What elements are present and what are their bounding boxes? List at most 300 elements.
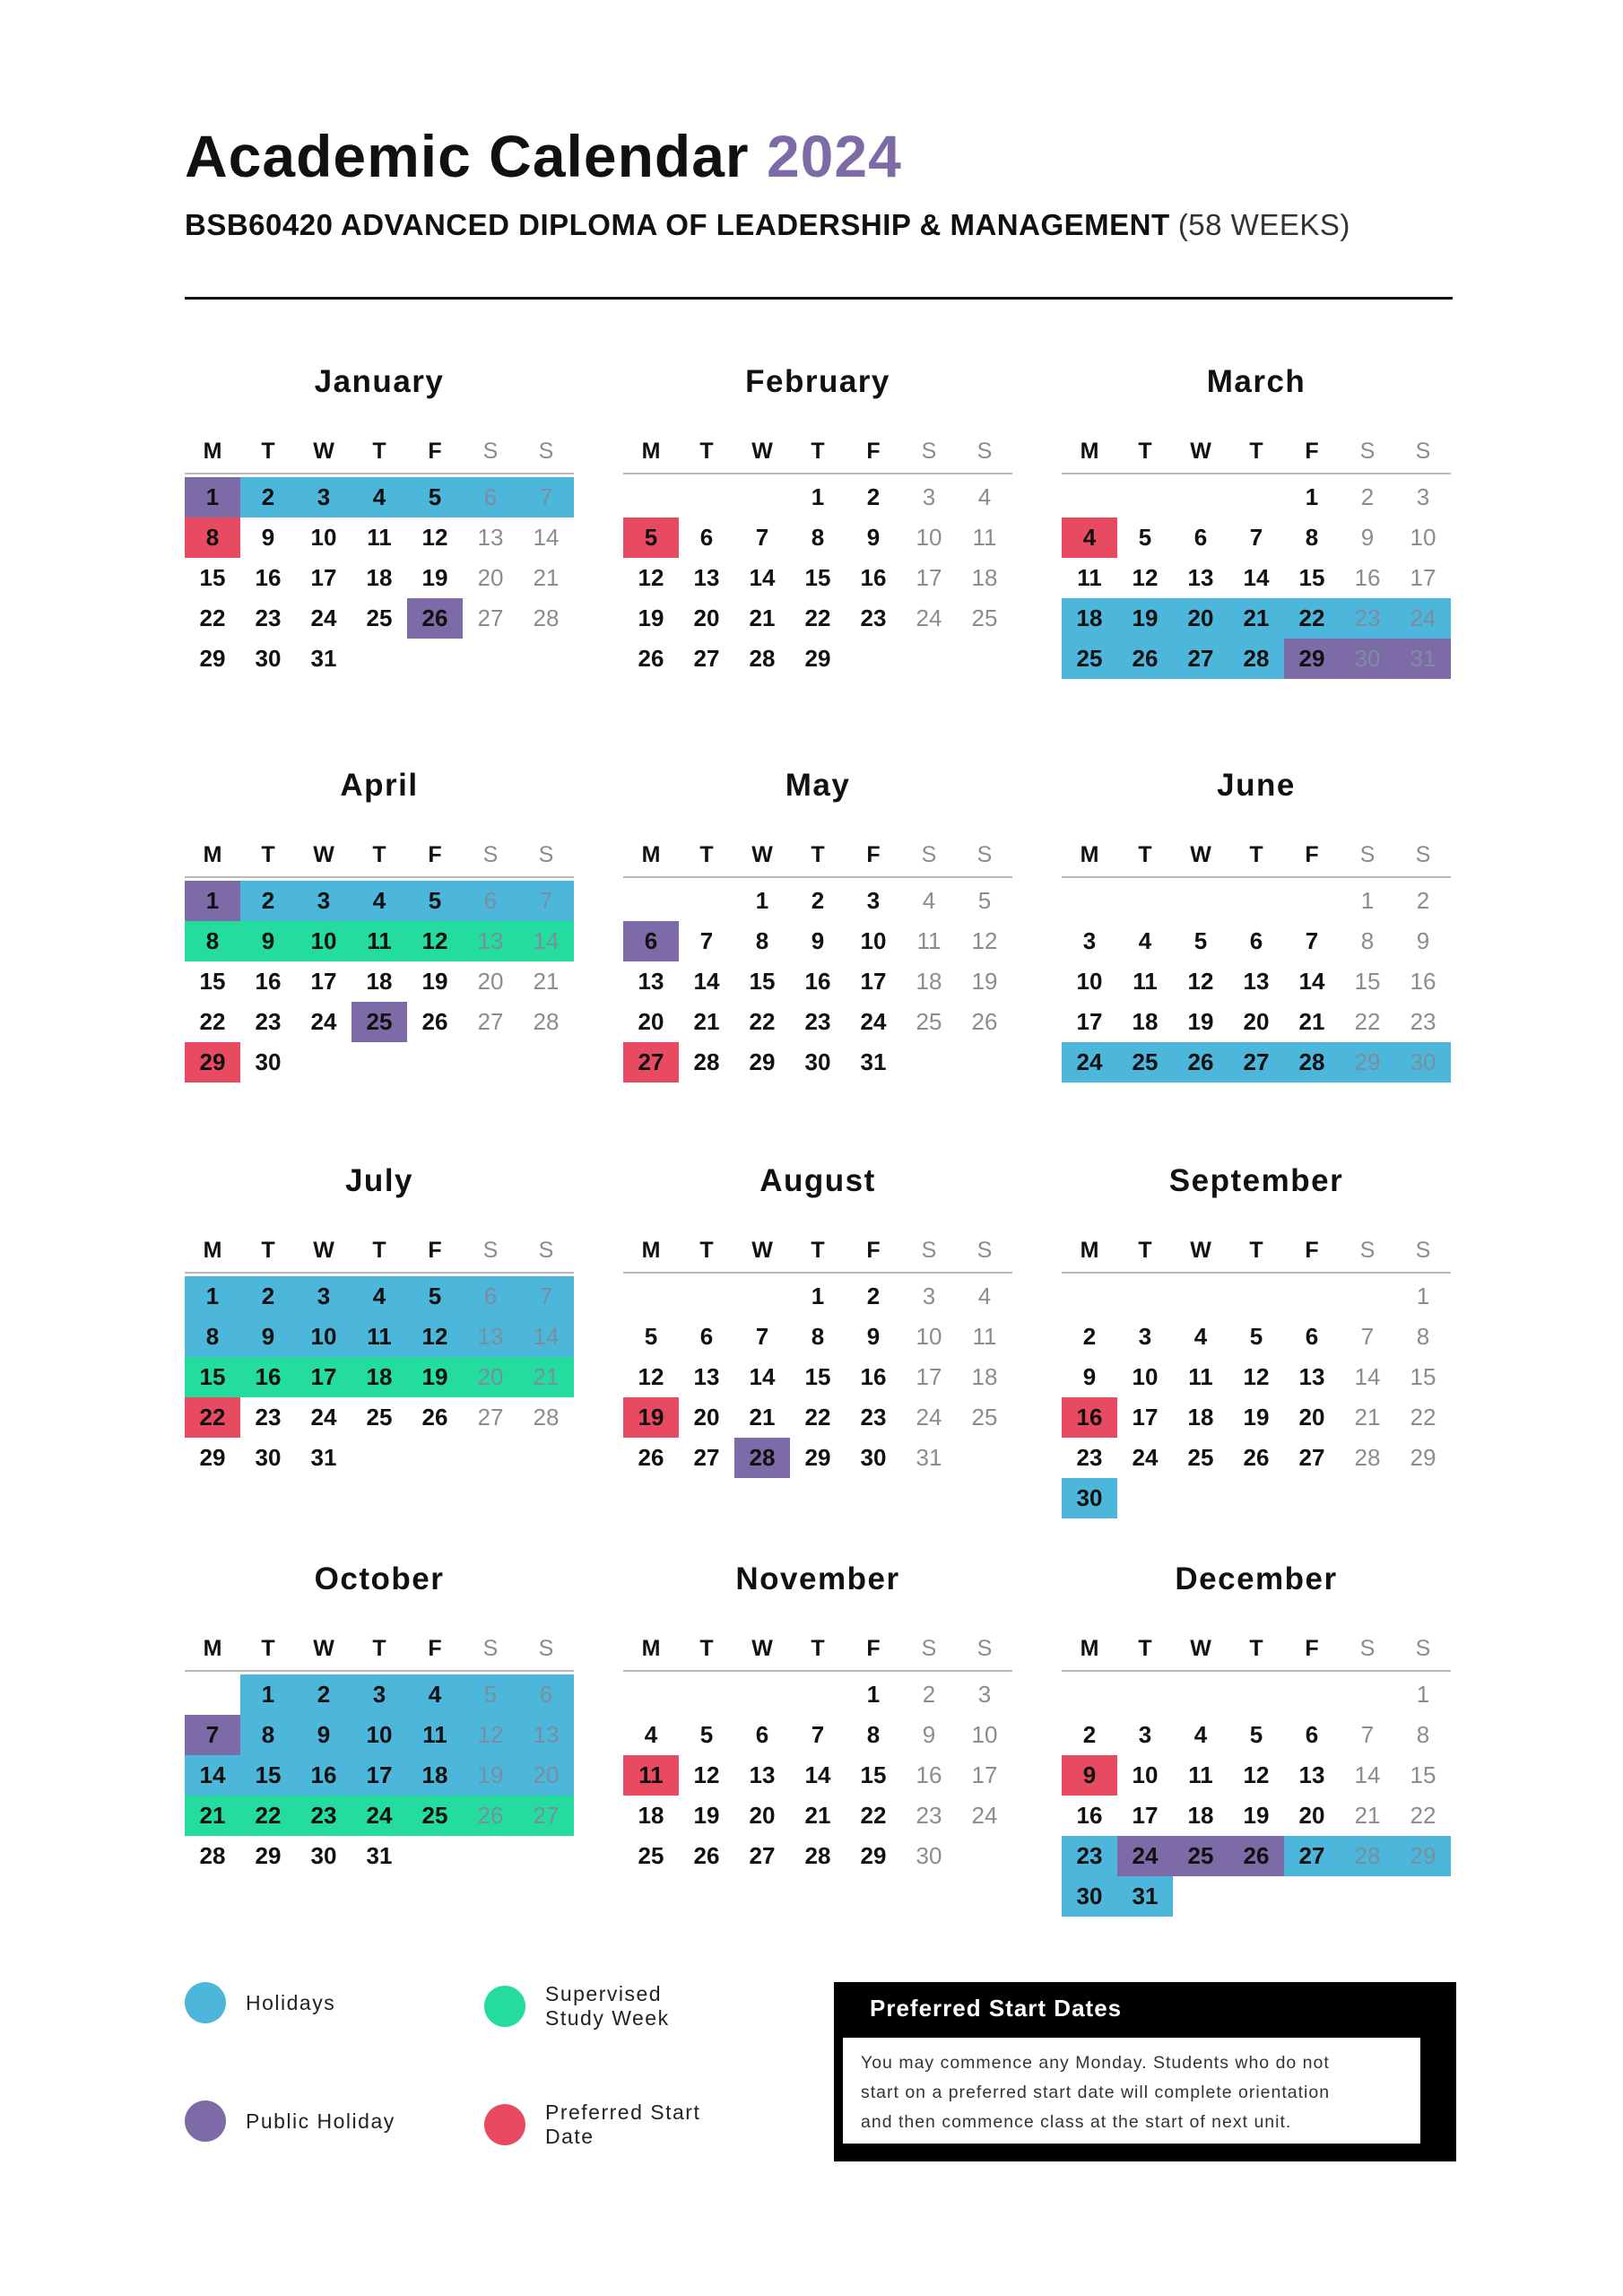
day-cell: 26: [638, 645, 664, 672]
day-cell: 30: [255, 1444, 282, 1471]
week-row: [623, 1674, 1012, 1715]
day-cell: 19: [693, 1802, 720, 1829]
month-days: [623, 1672, 1012, 1876]
month-days: [185, 1672, 574, 1876]
day-cell: 8: [866, 1721, 881, 1748]
weekday-label: M: [1080, 1636, 1099, 1661]
day-cell: 16: [916, 1761, 942, 1788]
week-row: [623, 1755, 1012, 1796]
weekday-label: S: [482, 842, 499, 867]
day-cell: 18: [638, 1802, 664, 1829]
day-cell: 18: [366, 564, 393, 591]
day-cell: 7: [518, 1276, 574, 1317]
week-row: [623, 921, 1012, 961]
day-cell: 6: [463, 881, 518, 921]
day-cell: 18: [971, 564, 998, 591]
day-cell: 1: [811, 1283, 825, 1309]
week-row: [623, 1042, 1012, 1083]
day-cell: 21: [185, 1796, 240, 1836]
weekday-label: S: [921, 842, 937, 867]
empty-cell: [1284, 1276, 1340, 1317]
weekday-label: T: [1138, 842, 1152, 867]
weekday-label: W: [1190, 439, 1211, 464]
day-cell: 27: [1298, 1444, 1325, 1471]
day-cell: 6: [1305, 1323, 1319, 1350]
weekday-label: F: [1305, 439, 1319, 464]
weekday-label: F: [1305, 1238, 1319, 1263]
week-row: [1062, 1276, 1451, 1317]
empty-cell: [679, 1276, 734, 1317]
weekday-label: S: [1415, 439, 1431, 464]
day-cell: 22: [199, 1008, 226, 1035]
day-cell: 29: [749, 1048, 776, 1075]
empty-cell: [1173, 1478, 1228, 1518]
weekday-label: M: [203, 1238, 222, 1263]
empty-cell: [679, 881, 734, 921]
month-days: [623, 474, 1012, 679]
day-cell: 21: [1298, 1008, 1325, 1035]
day-cell: 16: [1410, 968, 1436, 995]
day-cell: 10: [916, 524, 942, 551]
empty-cell: [518, 1438, 574, 1478]
weekday-label: S: [538, 842, 554, 867]
day-cell: 17: [860, 968, 887, 995]
day-cell: 14: [1298, 968, 1325, 995]
week-row: [1062, 1796, 1451, 1836]
day-cell: 31: [1395, 639, 1451, 679]
day-cell: 1: [1305, 483, 1319, 510]
week-row: [185, 1836, 574, 1876]
day-cell: 18: [971, 1363, 998, 1390]
day-cell: 26: [638, 1444, 664, 1471]
day-cell: 18: [366, 968, 393, 995]
day-cell: 3: [866, 887, 881, 914]
month-may: [623, 767, 1012, 1083]
day-cell: 3: [1138, 1323, 1152, 1350]
day-cell: 21: [1354, 1404, 1381, 1431]
day-cell: 2: [1082, 1721, 1097, 1748]
day-cell: 9: [1416, 927, 1430, 954]
day-cell: 24: [916, 1404, 942, 1431]
day-cell: 17: [310, 968, 337, 995]
day-cell: 19: [1243, 1404, 1270, 1431]
day-cell: 14: [749, 1363, 776, 1390]
day-cell: 4: [922, 887, 936, 914]
day-cell: 21: [749, 1404, 776, 1431]
week-row: [185, 1042, 574, 1083]
month-name: December: [1175, 1561, 1338, 1596]
empty-cell: [407, 1042, 463, 1083]
month-name: July: [344, 1163, 414, 1198]
month-days: [185, 1274, 574, 1478]
day-cell: 17: [1132, 1802, 1159, 1829]
empty-cell: [679, 1674, 734, 1715]
day-cell: 12: [1243, 1363, 1270, 1390]
weekday-label: T: [372, 1238, 386, 1263]
day-cell: 13: [463, 921, 518, 961]
day-cell: 7: [1249, 524, 1263, 551]
weekday-label: M: [1080, 842, 1099, 867]
day-cell: 4: [644, 1721, 658, 1748]
day-cell: 6: [518, 1674, 574, 1715]
weekday-header: [185, 1232, 574, 1274]
empty-cell: [1173, 1674, 1228, 1715]
empty-cell: [1117, 1478, 1173, 1518]
week-row: [185, 1438, 574, 1478]
day-cell: 24: [971, 1802, 998, 1829]
day-cell: 11: [352, 1317, 407, 1357]
day-cell: 15: [1298, 564, 1325, 591]
supervised-swatch-icon: [484, 1986, 525, 2027]
day-cell: 24: [310, 1008, 337, 1035]
day-cell: 8: [185, 921, 240, 961]
day-cell: 20: [477, 564, 504, 591]
preferred-box-line-3: and then commence class at the start of next unit.: [861, 2112, 1292, 2132]
month-january: [185, 363, 574, 679]
weekday-label: T: [261, 1238, 275, 1263]
day-cell: 21: [749, 604, 776, 631]
day-cell: 13: [518, 1715, 574, 1755]
day-cell: 7: [1305, 927, 1319, 954]
week-row: [185, 477, 574, 517]
empty-cell: [1228, 881, 1284, 921]
week-row: [623, 1836, 1012, 1876]
weekday-label: T: [1138, 439, 1152, 464]
day-cell: 3: [1082, 927, 1097, 954]
day-cell: 3: [1138, 1721, 1152, 1748]
day-cell: 11: [1077, 564, 1102, 591]
day-cell: 22: [199, 604, 226, 631]
day-cell: 28: [533, 1404, 560, 1431]
weekday-label: S: [976, 439, 993, 464]
month-name: January: [314, 364, 445, 399]
month-october: [185, 1561, 574, 1876]
day-cell: 26: [693, 1842, 720, 1869]
empty-cell: [846, 639, 901, 679]
empty-cell: [1117, 881, 1173, 921]
day-cell: 24: [310, 1404, 337, 1431]
empty-cell: [518, 1042, 574, 1083]
weekday-label: T: [372, 439, 386, 464]
day-cell: 10: [1132, 1761, 1159, 1788]
day-cell: 4: [1062, 517, 1117, 558]
day-cell: 25: [407, 1796, 463, 1836]
day-cell: 2: [240, 1276, 296, 1317]
day-cell: 16: [860, 564, 887, 591]
day-cell: 9: [261, 524, 275, 551]
day-cell: 30: [1062, 1876, 1117, 1917]
day-cell: 10: [971, 1721, 998, 1748]
day-cell: 21: [533, 968, 560, 995]
day-cell: 7: [518, 881, 574, 921]
week-row: [185, 921, 574, 961]
day-cell: 3: [296, 477, 352, 517]
weekday-label: S: [538, 1636, 554, 1661]
week-row: [623, 1276, 1012, 1317]
day-cell: 10: [352, 1715, 407, 1755]
day-cell: 30: [1062, 1478, 1117, 1518]
day-cell: 11: [972, 1323, 997, 1350]
day-cell: 23: [255, 1404, 282, 1431]
month-name: March: [1206, 364, 1306, 399]
weekday-header: [1062, 1631, 1451, 1672]
weekday-header: [185, 433, 574, 474]
empty-cell: [407, 639, 463, 679]
day-cell: 9: [296, 1715, 352, 1755]
day-cell: 8: [811, 1323, 825, 1350]
empty-cell: [1340, 1478, 1395, 1518]
day-cell: 25: [1173, 1836, 1228, 1876]
weekday-header: [1062, 1232, 1451, 1274]
legend-supervised: [484, 1982, 742, 2031]
empty-cell: [623, 1674, 679, 1715]
weekday-label: T: [699, 1636, 714, 1661]
weekday-label: T: [1249, 439, 1263, 464]
day-cell: 6: [1305, 1721, 1319, 1748]
day-cell: 4: [352, 1276, 407, 1317]
week-row: [623, 1317, 1012, 1357]
month-days: [1062, 1274, 1451, 1518]
day-cell: 14: [518, 921, 574, 961]
weekday-label: F: [866, 1238, 881, 1263]
week-row: [1062, 558, 1451, 598]
weekday-label: W: [313, 1636, 334, 1661]
day-cell: 29: [1340, 1042, 1395, 1083]
day-cell: 19: [421, 968, 448, 995]
day-cell: 7: [1360, 1323, 1375, 1350]
weekday-label: T: [372, 842, 386, 867]
day-cell: 30: [860, 1444, 887, 1471]
day-cell: 10: [916, 1323, 942, 1350]
day-cell: 2: [1082, 1323, 1097, 1350]
day-cell: 15: [804, 564, 831, 591]
day-cell: 14: [533, 524, 560, 551]
empty-cell: [1284, 1674, 1340, 1715]
weekday-header: [185, 837, 574, 878]
day-cell: 1: [755, 887, 769, 914]
day-cell: 12: [693, 1761, 720, 1788]
preferred-box-line-1: You may commence any Monday. Students who do not: [861, 2053, 1330, 2073]
empty-cell: [352, 1042, 407, 1083]
day-cell: 26: [463, 1796, 518, 1836]
weekday-label: T: [1249, 1238, 1263, 1263]
day-cell: 19: [463, 1755, 518, 1796]
empty-cell: [1284, 1876, 1340, 1917]
week-row: [1062, 1876, 1451, 1917]
day-cell: 11: [367, 524, 392, 551]
day-cell: 3: [296, 1276, 352, 1317]
course-duration: (58 WEEKS): [1177, 208, 1350, 241]
day-cell: 18: [407, 1755, 463, 1796]
day-cell: 24: [916, 604, 942, 631]
title-text: Academic Calendar: [185, 123, 750, 189]
day-cell: 14: [185, 1755, 240, 1796]
day-cell: 20: [749, 1802, 776, 1829]
week-row: [1062, 1755, 1451, 1796]
day-cell: 13: [1298, 1363, 1325, 1390]
day-cell: 4: [352, 881, 407, 921]
day-cell: 24: [1117, 1836, 1173, 1876]
week-row: [1062, 1357, 1451, 1397]
day-cell: 18: [916, 968, 942, 995]
day-cell: 12: [638, 564, 664, 591]
day-cell: 12: [463, 1715, 518, 1755]
day-cell: 30: [1395, 1042, 1451, 1083]
week-row: [623, 961, 1012, 1002]
weekday-label: W: [313, 439, 334, 464]
empty-cell: [901, 1042, 957, 1083]
empty-cell: [1117, 1674, 1173, 1715]
day-cell: 21: [533, 564, 560, 591]
day-cell: 14: [693, 968, 720, 995]
day-cell: 14: [749, 564, 776, 591]
day-cell: 2: [811, 887, 825, 914]
day-cell: 25: [971, 604, 998, 631]
day-cell: 27: [623, 1042, 679, 1083]
month-days: [623, 1274, 1012, 1478]
week-row: [623, 517, 1012, 558]
empty-cell: [957, 1438, 1012, 1478]
empty-cell: [1062, 1674, 1117, 1715]
week-row: [1062, 921, 1451, 961]
weekday-label: M: [641, 1636, 661, 1661]
day-cell: 25: [971, 1404, 998, 1431]
legend-holidays: [185, 1982, 443, 2023]
day-cell: 23: [255, 604, 282, 631]
day-cell: 10: [1076, 968, 1103, 995]
weekday-label: M: [641, 842, 661, 867]
day-cell: 14: [518, 1317, 574, 1357]
week-row: [623, 1715, 1012, 1755]
day-cell: 30: [255, 1048, 282, 1075]
legend-public-holiday-label: Public Holiday: [246, 2109, 395, 2133]
day-cell: 31: [366, 1842, 393, 1869]
weekday-label: F: [428, 1636, 442, 1661]
day-cell: 28: [804, 1842, 831, 1869]
weekday-label: M: [641, 439, 661, 464]
empty-cell: [901, 639, 957, 679]
month-march: [1062, 363, 1451, 679]
day-cell: 24: [1132, 1444, 1159, 1471]
weekday-label: W: [751, 439, 773, 464]
day-cell: 30: [255, 645, 282, 672]
day-cell: 27: [749, 1842, 776, 1869]
day-cell: 2: [296, 1674, 352, 1715]
day-cell: 17: [310, 564, 337, 591]
day-cell: 30: [916, 1842, 942, 1869]
day-cell: 26: [421, 1404, 448, 1431]
week-row: [623, 639, 1012, 679]
day-cell: 21: [804, 1802, 831, 1829]
empty-cell: [1117, 1276, 1173, 1317]
week-row: [623, 558, 1012, 598]
weekday-label: T: [811, 1636, 825, 1661]
day-cell: 31: [860, 1048, 887, 1075]
empty-cell: [1284, 881, 1340, 921]
week-row: [623, 1002, 1012, 1042]
day-cell: 7: [755, 524, 769, 551]
day-cell: 10: [860, 927, 887, 954]
day-cell: 8: [1416, 1721, 1430, 1748]
empty-cell: [352, 639, 407, 679]
day-cell: 28: [1284, 1042, 1340, 1083]
preferred-box-line-2: start on a preferred start date will complete orientation: [861, 2083, 1331, 2102]
day-cell: 19: [971, 968, 998, 995]
weekday-label: S: [1415, 842, 1431, 867]
empty-cell: [679, 477, 734, 517]
week-row: [623, 1438, 1012, 1478]
day-cell: 29: [1395, 1836, 1451, 1876]
day-cell: 23: [1410, 1008, 1436, 1035]
weekday-label: F: [1305, 1636, 1319, 1661]
day-cell: 16: [1076, 1802, 1103, 1829]
empty-cell: [1228, 1876, 1284, 1917]
day-cell: 7: [1360, 1721, 1375, 1748]
day-cell: 3: [922, 483, 936, 510]
weekday-label: S: [1359, 439, 1376, 464]
month-days: [185, 474, 574, 679]
day-cell: 12: [638, 1363, 664, 1390]
empty-cell: [463, 1438, 518, 1478]
day-cell: 7: [185, 1715, 240, 1755]
week-row: [1062, 1438, 1451, 1478]
weekday-label: T: [699, 842, 714, 867]
day-cell: 22: [240, 1796, 296, 1836]
weekday-label: F: [428, 842, 442, 867]
day-cell: 7: [811, 1721, 825, 1748]
day-cell: 20: [693, 1404, 720, 1431]
empty-cell: [957, 1042, 1012, 1083]
legend-supervised-label: [545, 1982, 742, 2031]
day-cell: 1: [185, 1276, 240, 1317]
day-cell: 16: [1354, 564, 1381, 591]
week-row: [185, 961, 574, 1002]
day-cell: 10: [310, 524, 337, 551]
day-cell: 4: [407, 1674, 463, 1715]
month-name: February: [745, 364, 890, 399]
day-cell: 31: [1117, 1876, 1173, 1917]
day-cell: 3: [352, 1674, 407, 1715]
day-cell: 3: [296, 881, 352, 921]
day-cell: 22: [1284, 598, 1340, 639]
weekday-label: S: [482, 1636, 499, 1661]
weekday-label: T: [699, 1238, 714, 1263]
weekday-header: [623, 1631, 1012, 1672]
day-cell: 11: [1188, 1761, 1213, 1788]
week-row: [623, 881, 1012, 921]
day-cell: 22: [804, 604, 831, 631]
weekday-label: S: [538, 439, 554, 464]
day-cell: 10: [1132, 1363, 1159, 1390]
day-cell: 8: [755, 927, 769, 954]
week-row: [1062, 639, 1451, 679]
empty-cell: [623, 881, 679, 921]
day-cell: 19: [421, 564, 448, 591]
day-cell: 9: [1062, 1755, 1117, 1796]
weekday-header: [1062, 837, 1451, 878]
empty-cell: [1173, 1876, 1228, 1917]
week-row: [1062, 961, 1451, 1002]
weekday-label: F: [1305, 842, 1319, 867]
weekday-label: M: [641, 1238, 661, 1263]
empty-cell: [957, 1836, 1012, 1876]
month-july: [185, 1162, 574, 1478]
weekday-label: W: [1190, 1238, 1211, 1263]
day-cell: 6: [1193, 524, 1208, 551]
day-cell: 2: [922, 1681, 936, 1708]
empty-cell: [407, 1438, 463, 1478]
day-cell: 16: [240, 1357, 296, 1397]
